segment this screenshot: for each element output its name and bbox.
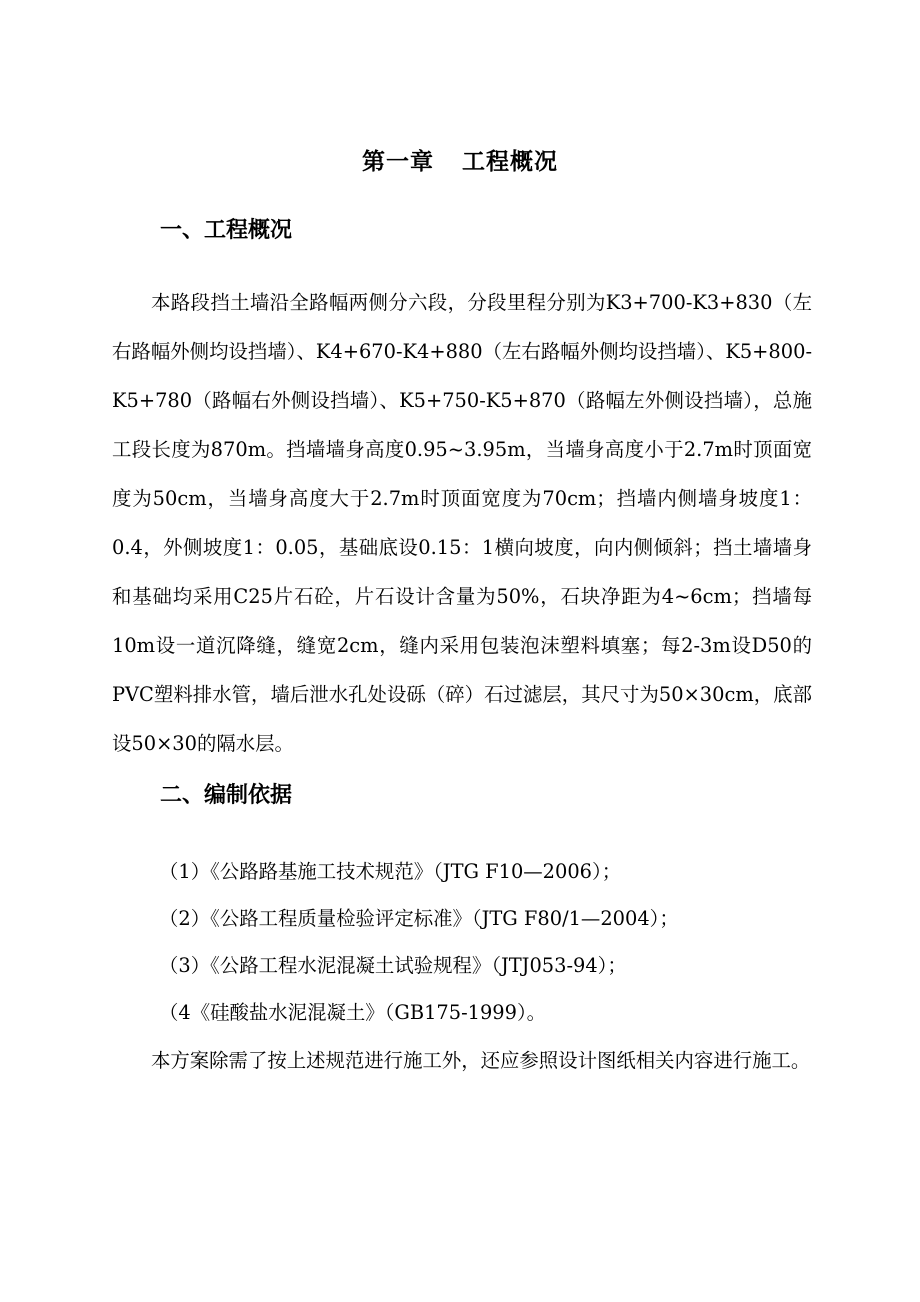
chapter-title	[0, 144, 920, 180]
section-heading-basis: 二、编制依据	[160, 782, 293, 808]
basis-item: （3）《公路工程水泥混凝土试验规程》（JTJ053-94）；	[159, 954, 627, 977]
basis-item: （4《硅酸盐水泥混凝土》（GB175-1999）。	[159, 1001, 547, 1024]
chapter-number: 第一章	[362, 148, 434, 175]
chapter-name: 工程概况	[462, 148, 558, 175]
closing-paragraph: 本方案除需了按上述规范进行施工外，还应参照设计图纸相关内容进行施工。	[151, 1049, 811, 1072]
section-heading-overview: 一、工程概况	[160, 217, 293, 243]
basis-item: （2）《公路工程质量检验评定标准》（JTG F80/1—2004）；	[159, 907, 679, 930]
overview-paragraph: 本路段挡土墙沿全路幅两侧分六段，分段里程分别为K3+700-K3+830（左右路幅外侧均设挡墙）、K4+670-K4+880（左右路幅外侧均设挡墙）、K5+800-K5+780（路幅右外侧设挡墙）、K5+750-K5+870（路幅左外侧设挡墙），总施工段长度为870m。挡墙墙身高度0.95~3.95m，当墙身高度小于2.7m时顶面宽度为50cm，当墙身高度大于2.7m时顶面宽度为70cm；挡墙内侧墙身坡度1：0.4，外侧坡度1：0.05，基础底设0.15：1横向坡度，向内侧倾斜；挡土墙墙身和基础均采用C25片石砼，片石设计含量为50%，石块净距为4~6cm；挡墙每10m设一道沉降缝，缝宽2cm，缝内采用包装泡沫塑料填塞；每2-3m设D50的PVC塑料排水管，墙后泄水孔处设砾（碎）石过滤层，其尺寸为50×30cm，底部设50×30的隔水层。	[112, 291, 812, 755]
basis-item: （1）《公路路基施工技术规范》（JTG F10—2006）；	[159, 860, 622, 883]
basis-list	[112, 848, 812, 1036]
